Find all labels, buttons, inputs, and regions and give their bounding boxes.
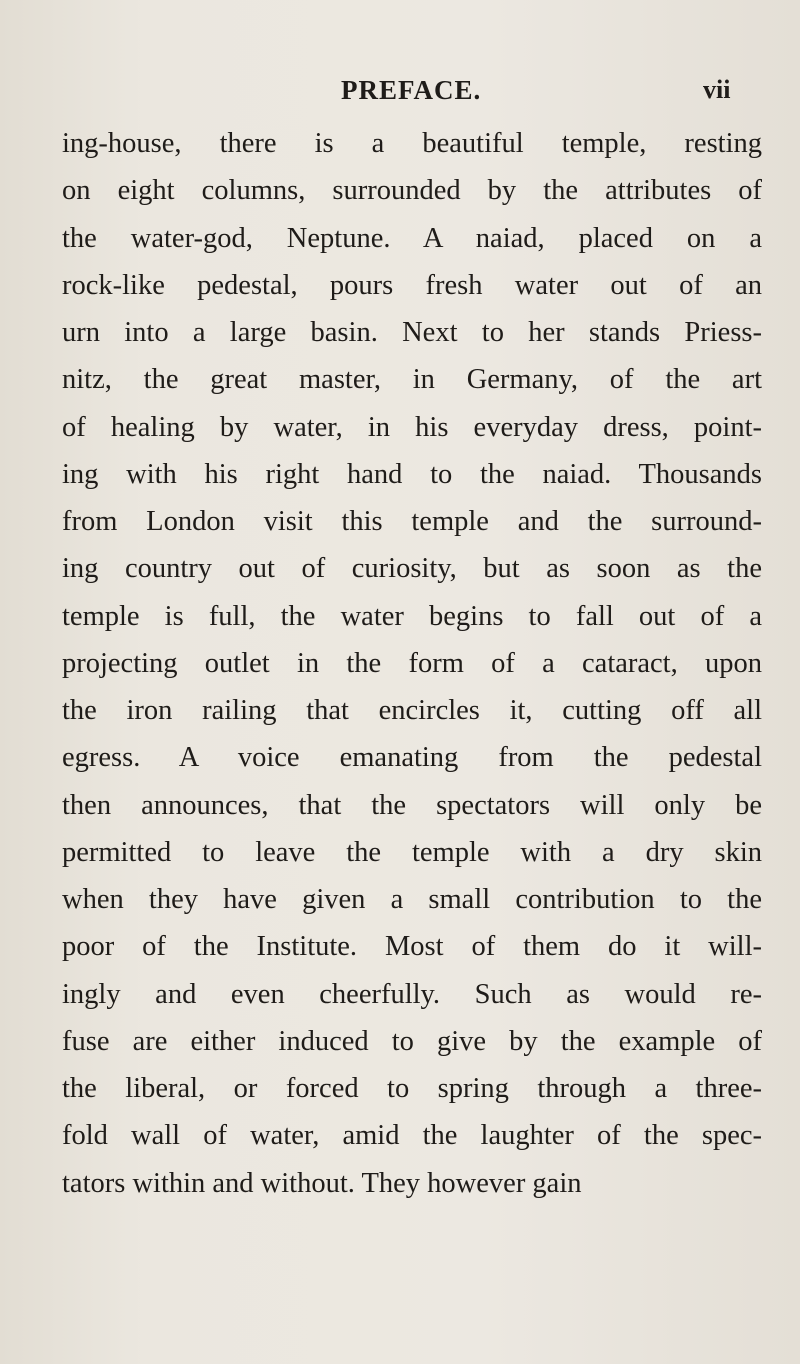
running-head (0, 70, 800, 110)
running-title: PREFACE. (341, 75, 482, 105)
page-number: vii (703, 75, 731, 104)
text-line: poor of the Institute. Most of them do it will- (62, 931, 762, 963)
text-line: on eight columns, surrounded by the attributes of (62, 175, 762, 207)
text-line: of healing by water, in his everyday dress, point- (62, 411, 762, 443)
text-line: fold wall of water, amid the laughter of the spec- (62, 1120, 762, 1152)
text-line: egress. A voice emanating from the pedestal (62, 742, 762, 774)
text-line: from London visit this temple and the surround- (62, 506, 762, 537)
text-line: ing with his right hand to the naiad. Thousands (62, 458, 762, 490)
text-line: fuse are either induced to give by the example of (62, 1025, 762, 1057)
text-line: ing country out of curiosity, but as soon as the (62, 553, 762, 585)
text-line: then announces, that the spectators will only be (62, 789, 762, 821)
text-line: the water-god, Neptune. A naiad, placed on a (62, 222, 762, 254)
text-line: projecting outlet in the form of a cataract, upon (62, 647, 762, 679)
text-line: temple is full, the water begins to fall out of a (62, 600, 762, 632)
text-line: the liberal, or forced to spring through a three- (62, 1073, 762, 1104)
text-line: when they have given a small contribution to the (62, 884, 762, 915)
text-line: urn into a large basin. Next to her stands Priess- (62, 317, 762, 348)
body-text (62, 120, 762, 1207)
text-line: the iron railing that encircles it, cutting off all (62, 695, 762, 726)
text-line: ing-house, there is a beautiful temple, resting (62, 128, 762, 159)
text-line: ingly and even cheerfully. Such as would re- (62, 978, 762, 1010)
text-line: nitz, the great master, in Germany, of the art (62, 364, 762, 396)
text-line: permitted to leave the temple with a dry skin (62, 836, 762, 868)
text-line: tators within and without. They however gain (62, 1167, 582, 1199)
text-line: rock-like pedestal, pours fresh water out of an (62, 269, 762, 301)
